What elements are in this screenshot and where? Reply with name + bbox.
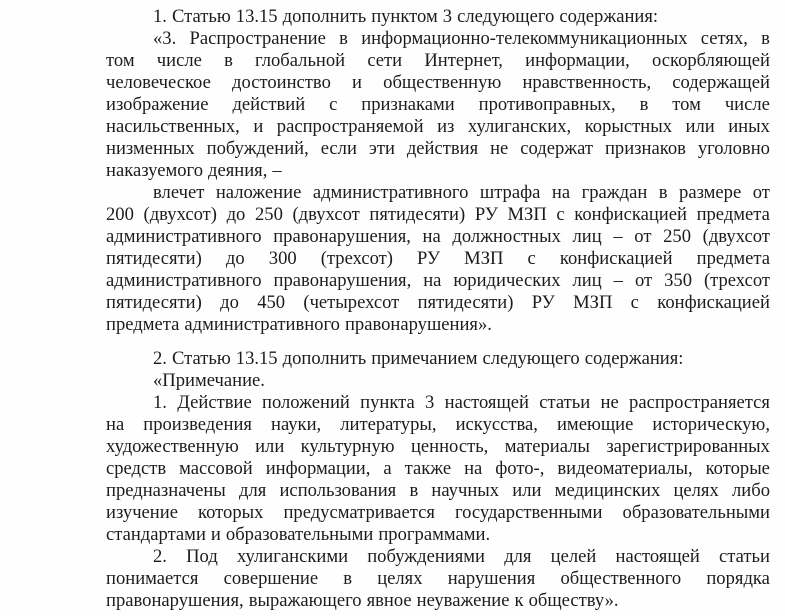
word: предусматривается xyxy=(283,502,435,523)
word: а xyxy=(383,458,392,479)
word: настоящей xyxy=(615,546,700,567)
word: неуважение xyxy=(416,590,510,611)
word: 3 xyxy=(425,392,435,413)
word: низменных xyxy=(106,138,195,159)
word: содержащей xyxy=(672,72,770,93)
word: стандартами xyxy=(106,524,206,545)
word: понимается xyxy=(106,568,199,589)
word: статьи xyxy=(719,546,770,567)
word: штрафа xyxy=(479,182,541,203)
word: изображение xyxy=(106,94,209,115)
word: дополнить xyxy=(282,348,367,369)
word: или xyxy=(512,480,542,501)
word: медицинских xyxy=(554,480,661,501)
word: «Примечание. xyxy=(153,370,265,391)
word: видеоматериалы, xyxy=(557,458,693,479)
word: если xyxy=(320,138,357,159)
word: 350 xyxy=(664,270,692,291)
word: «3. xyxy=(153,28,177,49)
text-line xyxy=(106,160,282,182)
word: на xyxy=(551,182,571,203)
word: 450 xyxy=(257,292,286,313)
word: уголовно xyxy=(697,138,770,159)
word: либо xyxy=(732,480,770,501)
word: сети xyxy=(367,50,403,71)
text-line xyxy=(106,50,770,72)
text-line xyxy=(106,414,770,436)
word: до xyxy=(225,248,245,269)
word: информации, xyxy=(265,458,371,479)
word: с xyxy=(556,204,565,225)
word: – xyxy=(613,270,623,291)
word: РУ xyxy=(474,204,498,225)
word: настоящей xyxy=(444,392,529,413)
word: выражающего xyxy=(248,590,362,611)
word: с xyxy=(329,94,338,115)
word: административного xyxy=(106,270,262,291)
word: иных xyxy=(728,116,770,137)
word: пункта xyxy=(360,392,415,413)
text-line xyxy=(153,370,265,392)
word: дополнить xyxy=(282,6,367,27)
word: для xyxy=(504,546,532,567)
word: которых xyxy=(198,502,264,523)
word: общественную xyxy=(383,72,502,93)
text-line xyxy=(106,436,770,458)
word: в xyxy=(639,94,649,115)
word: корыстных xyxy=(584,116,672,137)
word: Статью xyxy=(171,6,231,27)
word: в xyxy=(224,50,233,71)
word: государственными xyxy=(455,502,603,523)
word: (двухсот) xyxy=(143,204,217,225)
word: конфискацией xyxy=(559,248,673,269)
text-line xyxy=(106,458,770,480)
word: человеческое xyxy=(106,72,211,93)
word: Статью xyxy=(171,348,231,369)
word: 200 xyxy=(106,204,134,225)
word: не xyxy=(600,392,619,413)
word: явное xyxy=(366,590,412,611)
word: Распространение xyxy=(189,28,326,49)
word: Под xyxy=(186,546,218,567)
word: нравственность, xyxy=(522,72,652,93)
text-line xyxy=(153,28,770,50)
word: пятидесяти) xyxy=(106,292,202,313)
word: хулиганских, xyxy=(467,116,572,137)
word: целях xyxy=(377,568,423,589)
word: предмета xyxy=(696,248,770,269)
word: наложение xyxy=(215,182,302,203)
word: МЗП xyxy=(464,248,504,269)
text-line xyxy=(153,392,770,414)
word: побуждениями xyxy=(367,546,486,567)
word: МЗП xyxy=(573,292,613,313)
word: средств xyxy=(106,458,167,479)
word: пунктом xyxy=(371,6,438,27)
word: и xyxy=(210,524,221,545)
word: содержат xyxy=(520,138,594,159)
word: материалы xyxy=(504,436,590,457)
word: в xyxy=(339,28,348,49)
word: том xyxy=(672,94,701,115)
word: граждан xyxy=(581,182,648,203)
word: сетях, xyxy=(700,28,748,49)
word: программами. xyxy=(378,524,491,545)
word: Действие xyxy=(177,392,252,413)
word: совершение xyxy=(223,568,319,589)
word: действий xyxy=(232,94,306,115)
word: образовательными xyxy=(622,502,770,523)
word: 1. xyxy=(153,6,167,27)
word: имеющие xyxy=(556,414,634,435)
text-line xyxy=(106,116,770,138)
word: пятидесяти) xyxy=(369,204,466,225)
word: общественного xyxy=(560,568,682,589)
word: в xyxy=(761,28,770,49)
word: использования xyxy=(279,480,397,501)
word: конфискацией xyxy=(574,204,687,225)
text-line xyxy=(106,94,770,116)
word: изучение xyxy=(106,502,178,523)
word: 2. xyxy=(153,348,167,369)
word: примечанием xyxy=(371,348,478,369)
word: 300 xyxy=(268,248,297,269)
text-line xyxy=(106,204,770,226)
word: до xyxy=(220,292,239,313)
word: историческую, xyxy=(652,414,770,435)
word: в xyxy=(658,182,668,203)
word: произведения xyxy=(143,414,252,435)
word: лиц xyxy=(572,226,602,247)
word: эти xyxy=(368,138,395,159)
word: 250 xyxy=(663,226,691,247)
word: не xyxy=(490,138,509,159)
word: целях xyxy=(673,480,719,501)
word: искусства, xyxy=(455,414,538,435)
word: которые xyxy=(705,458,770,479)
word: МЗП xyxy=(507,204,547,225)
word: обществу». xyxy=(528,590,619,611)
word: Интернет, xyxy=(424,50,503,71)
word: оскорбляющей xyxy=(651,50,770,71)
word: и xyxy=(253,116,264,137)
word: том xyxy=(106,50,135,71)
word: массовой xyxy=(179,458,253,479)
word: статьи xyxy=(539,392,591,413)
word: информации, xyxy=(525,50,630,71)
word: деяния, xyxy=(208,160,268,181)
word: из xyxy=(437,116,455,137)
text-line xyxy=(153,546,770,568)
word: влечет xyxy=(153,182,205,203)
word: порядка xyxy=(706,568,770,589)
text-line xyxy=(106,568,770,590)
word: хулиганскими xyxy=(236,546,349,567)
word: (двухсот xyxy=(292,204,360,225)
word: 13.15 xyxy=(235,348,278,369)
word: административного xyxy=(312,182,469,203)
word: ценность, xyxy=(410,436,489,457)
word: с xyxy=(630,292,639,313)
word: (трехсот) xyxy=(320,248,393,269)
word: следующего xyxy=(457,6,555,27)
word: распространяется xyxy=(629,392,770,413)
word: признаков xyxy=(604,138,686,159)
word: (трехсот xyxy=(703,270,770,291)
word: от xyxy=(634,226,652,247)
word: положений xyxy=(262,392,350,413)
word: на xyxy=(422,226,441,247)
word: должностных xyxy=(452,226,561,247)
word: 3 xyxy=(442,6,453,27)
text-line xyxy=(106,480,770,502)
word: научных xyxy=(431,480,500,501)
word: РУ xyxy=(417,248,441,269)
word: образовательными xyxy=(225,524,374,545)
word: нарушения xyxy=(447,568,536,589)
word: лиц xyxy=(572,270,602,291)
text-line xyxy=(106,590,619,612)
text-line xyxy=(106,314,492,336)
word: предмета xyxy=(696,204,770,225)
word: содержания: xyxy=(584,348,684,369)
word: распространяемой xyxy=(276,116,424,137)
word: конфискацией xyxy=(657,292,770,313)
text-line xyxy=(153,348,683,370)
word: побуждений, xyxy=(206,138,309,159)
word: в xyxy=(343,568,353,589)
word: 250 xyxy=(254,204,283,225)
word: предназначены xyxy=(106,480,226,501)
word: 1. xyxy=(153,392,167,413)
word: административного xyxy=(106,226,262,247)
word: размере xyxy=(679,182,742,203)
word: на xyxy=(464,458,483,479)
text-line xyxy=(106,72,770,94)
word: достоинство xyxy=(231,72,331,93)
word: правонарушения, xyxy=(273,226,411,247)
word: юридических xyxy=(453,270,561,291)
word: наказуемого xyxy=(106,160,203,181)
word: противоправных, xyxy=(478,94,616,115)
text-line xyxy=(106,524,490,546)
word: фото-, xyxy=(495,458,545,479)
word: – xyxy=(613,226,623,247)
word: от xyxy=(634,270,653,291)
text-line xyxy=(106,270,770,292)
word: к xyxy=(514,590,524,611)
word: и xyxy=(352,72,362,93)
word: РУ xyxy=(531,292,555,313)
word: (двухсот xyxy=(702,226,770,247)
word: на xyxy=(106,414,125,435)
word: в xyxy=(409,480,419,501)
word: литературы, xyxy=(340,414,437,435)
text-line xyxy=(153,182,770,204)
word: на xyxy=(423,270,442,291)
word: действия xyxy=(406,138,479,159)
word: (четырехсот xyxy=(303,292,400,313)
word: 13.15 xyxy=(235,6,278,27)
word: или xyxy=(255,436,285,457)
word: 2. xyxy=(153,546,167,567)
word: признаками xyxy=(361,94,455,115)
word: правонарушения». xyxy=(344,314,492,335)
text-line xyxy=(106,138,770,160)
word: пятидесяти) xyxy=(417,292,514,313)
word: для xyxy=(238,480,267,501)
word: правонарушения, xyxy=(106,590,244,611)
text-line xyxy=(153,6,658,28)
word: науки, xyxy=(271,414,322,435)
word: насильственных, xyxy=(106,116,240,137)
word: или xyxy=(685,116,715,137)
word: – xyxy=(272,160,282,181)
word: числе xyxy=(156,50,202,71)
text-line xyxy=(106,292,770,314)
word: художественную xyxy=(106,436,239,457)
word: целей xyxy=(550,546,597,567)
word: следующего xyxy=(482,348,580,369)
word: административного xyxy=(184,314,340,335)
word: с xyxy=(527,248,536,269)
word: пятидесяти) xyxy=(106,248,202,269)
text-line xyxy=(106,502,770,524)
word: правонарушения, xyxy=(273,270,412,291)
word: предмета xyxy=(106,314,180,335)
word: глобальной xyxy=(255,50,346,71)
word: от xyxy=(752,182,770,203)
word: числе xyxy=(724,94,770,115)
word: содержания: xyxy=(559,6,659,27)
word: до xyxy=(226,204,246,225)
text-line xyxy=(106,248,770,270)
word: зарегистрированных xyxy=(606,436,770,457)
word: культурную xyxy=(300,436,395,457)
text-line xyxy=(106,226,770,248)
word: также xyxy=(404,458,452,479)
word: информационно-телекоммуникационных xyxy=(361,28,688,49)
